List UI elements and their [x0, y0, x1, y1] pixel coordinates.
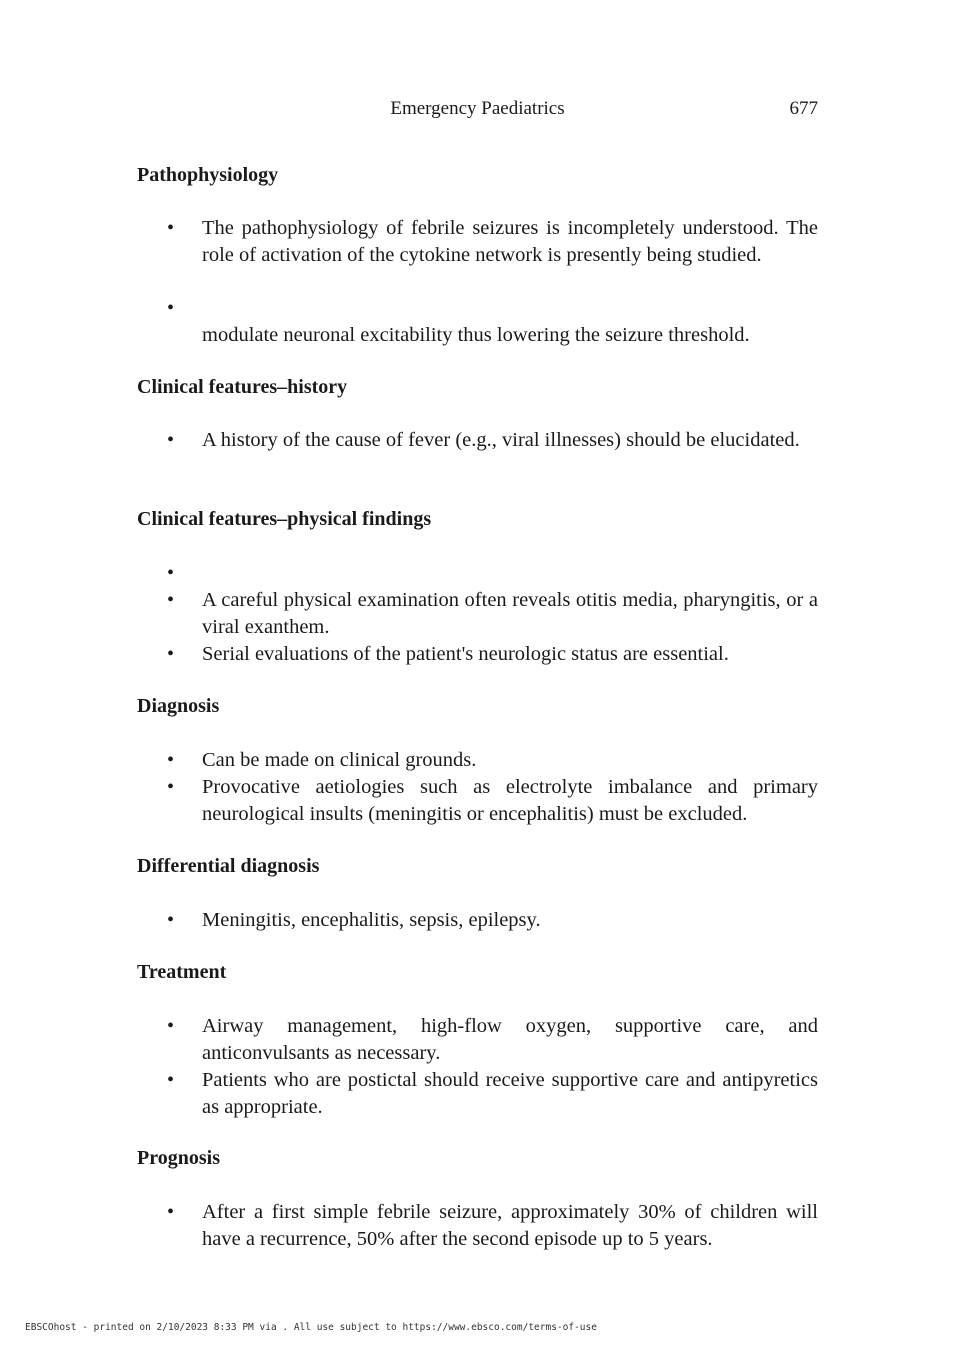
list-item-text: A careful physical examination often reveals otitis media, pharyngitis, or a viral exanthem.: [202, 589, 818, 638]
bullet: •: [167, 217, 175, 239]
heading-physical-findings: Clinical features–physical findings: [137, 508, 432, 530]
list-item: [167, 295, 818, 348]
list-item-text: The pathophysiology of febrile seizures is incompletely understood. The role of activation of the cytokine network is presently being studied.: [202, 217, 818, 266]
bullet: •: [167, 1069, 175, 1091]
heading-clinical-history: Clinical features–history: [137, 376, 348, 398]
heading-treatment: Treatment: [137, 961, 227, 983]
list-item: [167, 747, 818, 774]
list-item-text: Airway management, high-flow oxygen, supportive care, and anticonvulsants as necessary.: [202, 1015, 818, 1064]
list-item: [167, 907, 818, 934]
bullet: •: [167, 297, 175, 319]
bullet: •: [167, 1015, 175, 1037]
list-item: [167, 427, 818, 480]
list-item-text: Provocative aetiologies such as electrolyte imbalance and primary neurological insults (meningitis or encephalitis) must be excluded.: [202, 776, 818, 825]
list-item-text: Serial evaluations of the patient's neurologic status are essential.: [202, 643, 729, 665]
bullet: •: [167, 776, 175, 798]
bullet: •: [167, 643, 175, 665]
bullet: •: [167, 429, 175, 451]
heading-prognosis: Prognosis: [137, 1147, 220, 1169]
heading-differential-diagnosis: Differential diagnosis: [137, 855, 320, 877]
list-item-text: A history of the cause of fever (e.g., viral illnesses) should be elucidated.: [202, 429, 800, 451]
list-item: [167, 1067, 818, 1120]
list-item: [167, 215, 818, 295]
heading-pathophysiology: Pathophysiology: [137, 164, 279, 186]
list-item: [167, 641, 818, 668]
list-item-text: Can be made on clinical grounds.: [202, 749, 477, 771]
list-item-text: modulate neuronal excitability thus lowering the seizure threshold.: [202, 323, 750, 346]
list-item: [167, 774, 818, 827]
list-item: [167, 587, 818, 640]
list-item: [167, 560, 818, 587]
bullet: •: [167, 562, 175, 584]
list-item-text: After a first simple febrile seizure, approximately 30% of children will have a recurrence, 50% after the second episode up to 5 years.: [202, 1201, 818, 1250]
bullet: •: [167, 589, 175, 611]
heading-diagnosis: Diagnosis: [137, 695, 220, 717]
list-item: [167, 1199, 818, 1252]
bullet: •: [167, 909, 175, 931]
running-title: Emergency Paediatrics: [390, 98, 565, 119]
page-number: 677: [789, 98, 818, 119]
list-item: [167, 1013, 818, 1066]
bullet: •: [167, 749, 175, 771]
print-footer: EBSCOhost - printed on 2/10/2023 8:33 PM via . All use subject to https://www.ebsco.com/terms-of-use: [25, 1322, 597, 1333]
bullet: •: [167, 1201, 175, 1223]
running-head: [137, 97, 818, 121]
list-item-text: Meningitis, encephalitis, sepsis, epilepsy.: [202, 909, 541, 931]
list-item-text: Patients who are postictal should receive supportive care and antipyretics as appropriate.: [202, 1069, 818, 1118]
